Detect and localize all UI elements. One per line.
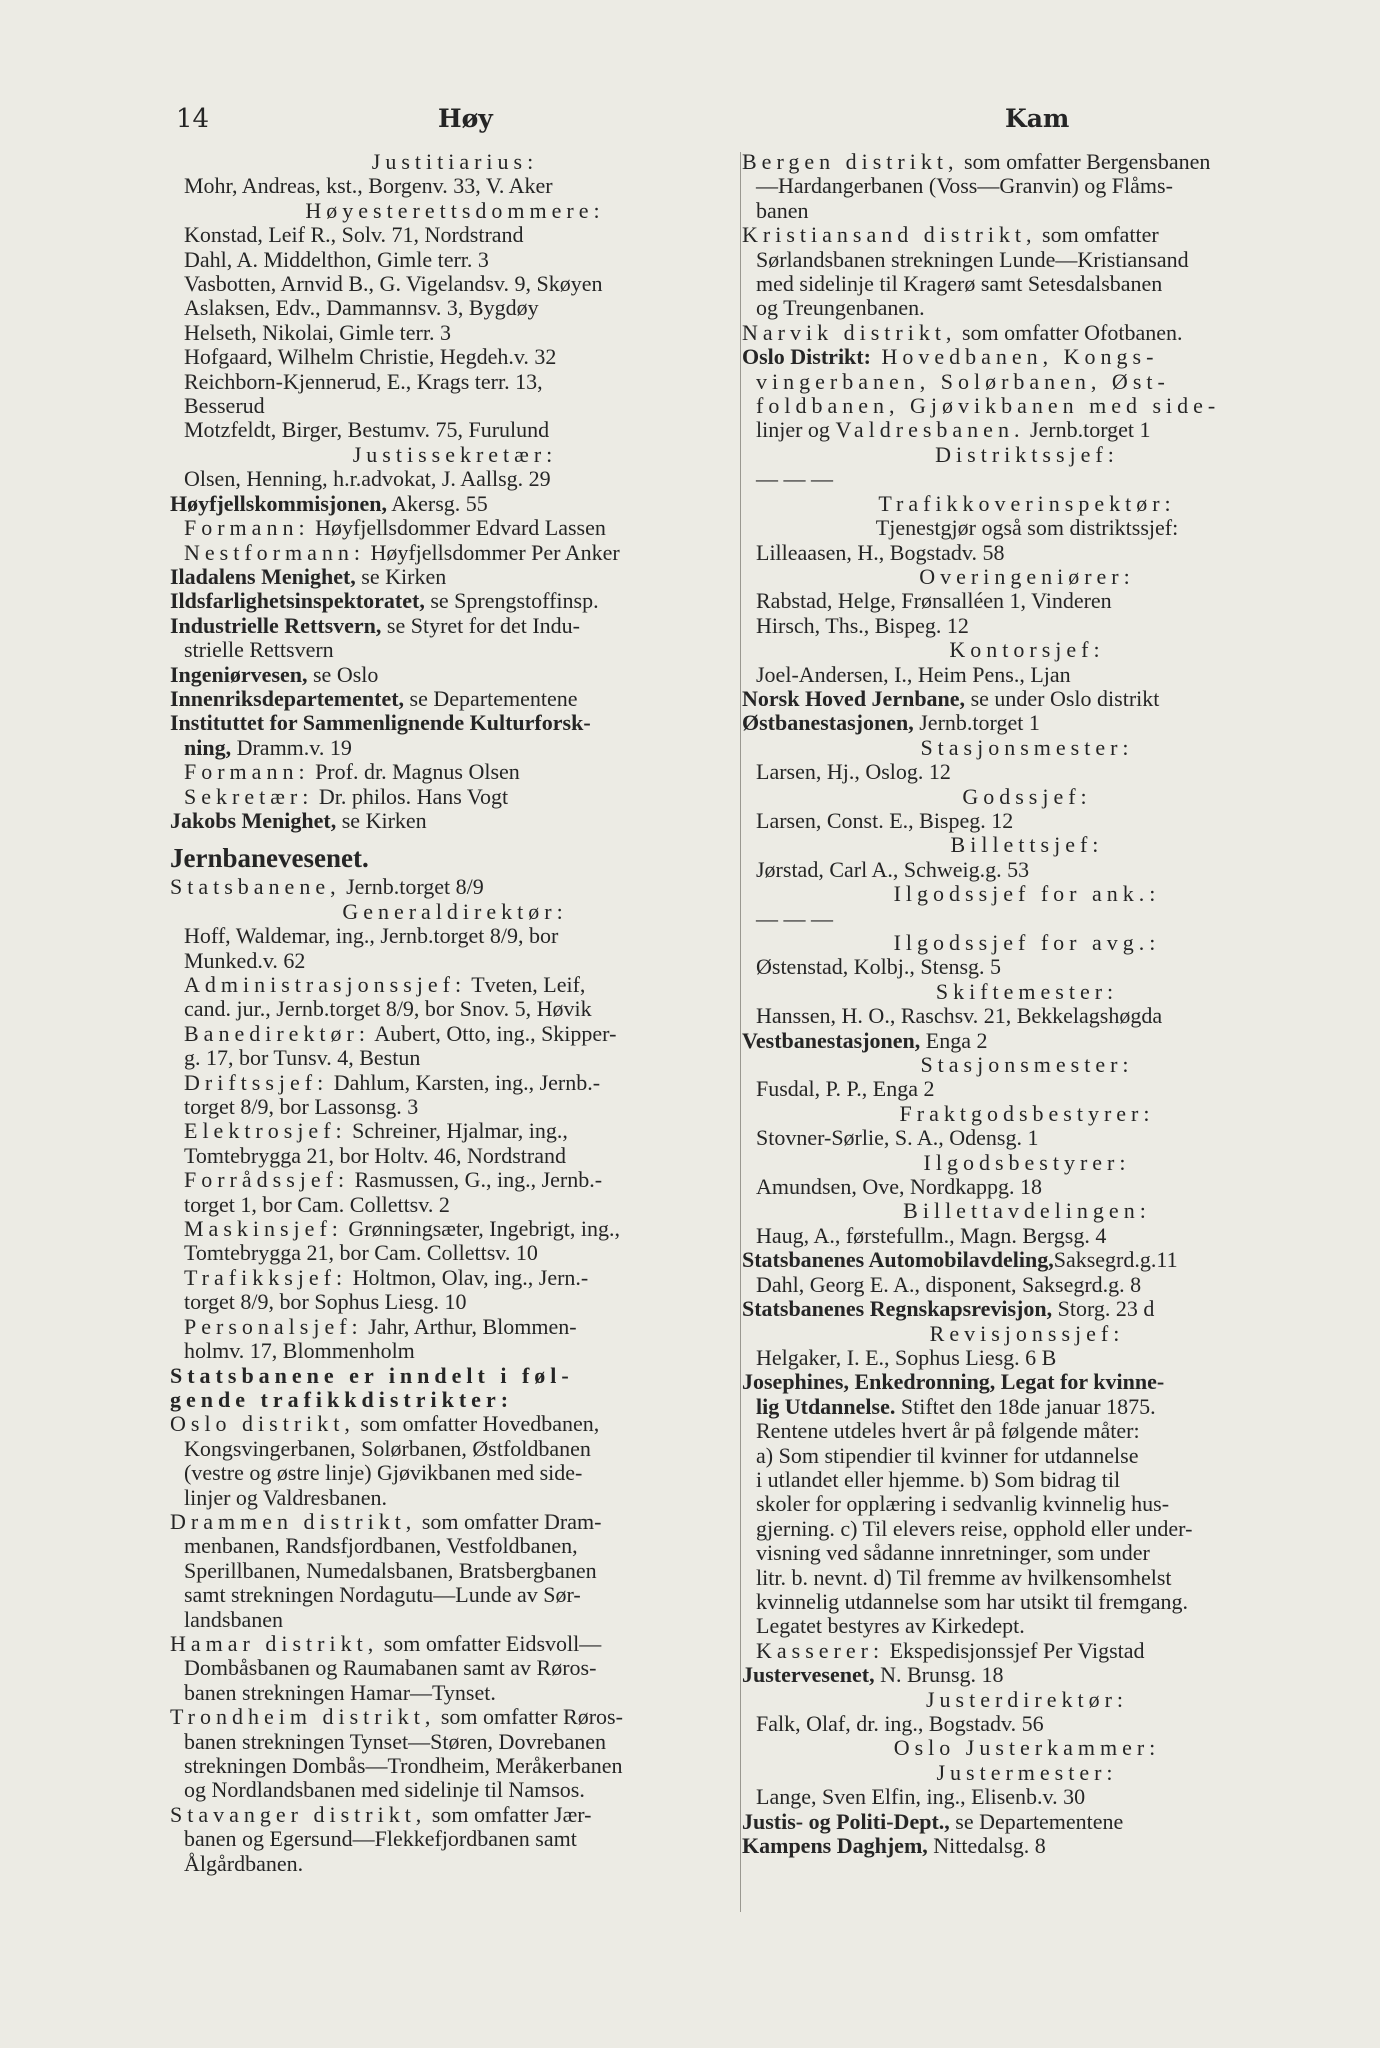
entry-line: vingerbanen, Solørbanen, Øst- (756, 369, 1170, 394)
entry-line: Olsen, Henning, h.r.advokat, J. Aallsg. 29 (184, 467, 551, 492)
entry-line: strekningen Dombås—Trondheim, Meråkerbanen (184, 1754, 623, 1778)
entry-line: torget 8/9, bor Sophus Liesg. 10 (184, 1290, 467, 1315)
entry-line: Haug, A., førstefullm., Magn. Bergsg. 4 (756, 1223, 1107, 1248)
entry-line: Maskinsjef: Grønningsæter, Ingebrigt, ing., (184, 1217, 621, 1242)
district-kristiansand: Kristiansand distrikt, som omfatter (742, 223, 1159, 248)
entry-line: Motzfeldt, Birger, Bestumv. 75, Furulund (184, 418, 550, 443)
entry-line: Ålgårdbanen. (184, 1851, 304, 1876)
right-column (742, 150, 1312, 1858)
entry-line: Besserud (184, 394, 265, 419)
entry-line: gjerning. c) Til elevers reise, opphold eller under- (756, 1516, 1193, 1541)
left-keyword: Høy (438, 104, 493, 133)
entry-line: kvinnelig utdannelse som har utsikt til fremgang. (756, 1589, 1188, 1614)
entry-line: a) Som stipendier til kvinner for utdannelse (756, 1443, 1139, 1468)
entry-regnskap: Statsbanenes Regnskapsrevisjon, Storg. 23 d (742, 1297, 1155, 1322)
entry-line: Fusdal, P. P., Enga 2 (756, 1077, 935, 1102)
section-heading: Ilgodssjef for avg.: (893, 931, 1161, 955)
entry-name: Høyfjellskommisjonen, (170, 491, 387, 516)
entry-line: Forrådssjef: Rasmussen, G., ing., Jernb.- (184, 1168, 603, 1193)
entry-ildsfar: Ildsfarlighetsinspektoratet, se Sprengstoffinsp. (170, 589, 599, 614)
section-heading: Stasjonsmester: (920, 735, 1134, 760)
district-trondheim: Trondheim distrikt, som omfatter Røros- (170, 1705, 623, 1730)
entry-line: Kasserer: Ekspedisjonssjef Per Vigstad (756, 1638, 1145, 1663)
section-heading: Revisjonssjef: (929, 1321, 1125, 1346)
entry-line: Lange, Sven Elfin, ing., Elisenb.v. 30 (756, 1785, 1086, 1810)
section-heading: Trafikkoverinspektør: (878, 491, 1176, 516)
entry-line: banen (756, 198, 809, 223)
section-heading: Billettavdelingen: (903, 1199, 1151, 1224)
entry-line: Trafikksjef: Holtmon, Olav, ing., Jern.- (184, 1265, 589, 1290)
entry-industrielle: Industrielle Rettsvern, se Styret for det Indu- (170, 613, 580, 638)
district-drammen: Drammen distrikt, som omfatter Dram- (170, 1509, 602, 1534)
district-bergen: Bergen distrikt, som omfatter Bergensbanen (742, 150, 1211, 174)
entry-hoyfjell: Høyfjellskommisjonen, Akersg. 55 (170, 491, 488, 516)
district-oslo-right: Oslo Distrikt: Hovedbanen, Kongs- (742, 345, 1159, 370)
entry-line: torget 8/9, bor Lassonsg. 3 (184, 1095, 419, 1120)
entry-line: Elektrosjef: Schreiner, Hjalmar, ing., (184, 1119, 568, 1144)
column-divider (740, 152, 741, 1912)
entry-line: Larsen, Hj., Oslog. 12 (756, 760, 951, 785)
entry-line: (vestre og østre linje) Gjøvikbanen med side- (184, 1461, 583, 1486)
section-heading: Oslo Justerkammer: (893, 1736, 1161, 1761)
entry-line: Falk, Olaf, dr. ing., Bogstadv. 56 (756, 1712, 1044, 1736)
entry-line: Helseth, Nikolai, Gimle terr. 3 (184, 320, 451, 345)
district-hamar: Hamar distrikt, som omfatter Eidsvoll— (170, 1631, 602, 1656)
section-heading: Ilgodssjef for ank.: (893, 882, 1161, 907)
entry-line: Stovner-Sørlie, S. A., Odensg. 1 (756, 1126, 1039, 1151)
entry-line: Munked.v. 62 (184, 948, 306, 973)
section-heading: Generaldirektør: (342, 899, 568, 924)
entry-josephines: Josephines, Enkedronning, Legat for kvinne- (742, 1370, 1165, 1395)
entry-line: torget 1, bor Cam. Collettsv. 2 (184, 1192, 450, 1217)
entry-line: Tomtebrygga 21, bor Holtv. 46, Nordstrand (184, 1143, 566, 1168)
entry-line: Hanssen, H. O., Raschsv. 21, Bekkelagshøgda (756, 1004, 1163, 1029)
entry-line: Mohr, Andreas, kst., Borgenv. 33, V. Aker (184, 174, 553, 199)
entry-line: Statsbanene er inndelt i føl- (170, 1363, 574, 1388)
entry-line: Jørstad, Carl A., Schweig.g. 53 (756, 857, 1030, 882)
entry-line: Aslaksen, Edv., Dammannsv. 3, Bygdøy (184, 296, 539, 321)
entry-jakobs: Jakobs Menighet, se Kirken (170, 808, 427, 833)
section-heading: Distriktssjef: (935, 442, 1119, 467)
section-title-jernbane: Jernbanevesenet. (170, 843, 369, 874)
entry-line: Personalsjef: Jahr, Arthur, Blommen- (184, 1314, 577, 1339)
entry-ingenior: Ingeniørvesen, se Oslo (170, 662, 379, 687)
page-header (0, 104, 1380, 134)
entry-line: banen strekningen Tynset—Støren, Dovrebanen (184, 1729, 607, 1754)
section-heading: Justitiarius: (371, 150, 539, 174)
entry-line: Formann: Prof. dr. Magnus Olsen (184, 760, 520, 785)
entry-line: Banedirektør: Aubert, Otto, ing., Skipper- (184, 1021, 617, 1046)
entry-line: Østenstad, Kolbj., Stensg. 5 (756, 955, 1002, 980)
entry-line: visning ved sådanne innretninger, som under (756, 1541, 1150, 1566)
entry-line: Rabstad, Helge, Frønsalléen 1, Vinderen (756, 589, 1112, 614)
entry-line: landsbanen (184, 1607, 283, 1632)
section-heading: Høyesterettsdommere: (305, 198, 605, 223)
entry-line: Kongsvingerbanen, Solørbanen, Østfoldbanen (184, 1436, 591, 1461)
entry-line: gende trafikkdistrikter: (170, 1387, 514, 1412)
entry-justervesenet: Justervesenet, N. Brunsg. 18 (742, 1663, 1004, 1688)
entry-line: Helgaker, I. E., Sophus Liesg. 6 B (756, 1345, 1057, 1370)
entry-line: lig Utdannelse. Stiftet den 18de januar 1875. (756, 1394, 1156, 1419)
entry-line: skoler for opplæring i sedvanlig kvinnelig hus- (756, 1492, 1170, 1517)
entry-line: g. 17, bor Tunsv. 4, Bestun (184, 1046, 421, 1071)
entry-line: og Treungenbanen. (756, 296, 925, 321)
section-heading: Justerdirektør: (925, 1687, 1129, 1712)
entry-line: Hofgaard, Wilhelm Christie, Hegdeh.v. 32 (184, 345, 557, 370)
right-keyword: Kam (1005, 104, 1070, 133)
entry-line: Sørlandsbanen strekningen Lunde—Kristiansand (756, 247, 1189, 272)
entry-iladalen: Iladalens Menighet, se Kirken (170, 564, 447, 589)
entry-line: Dahl, Georg E. A., disponent, Saksegrd.g. 8 (756, 1272, 1142, 1297)
entry-line: i utlandet eller hjemme. b) Som bidrag til (756, 1467, 1121, 1492)
entry-line: Administrasjonssjef: Tveten, Leif, (184, 973, 586, 997)
entry-line: Hirsch, Ths., Bispeg. 12 (756, 613, 969, 638)
entry-line: Hoff, Waldemar, ing., Jernb.torget 8/9, bor (184, 924, 559, 949)
entry-line: banen strekningen Hamar—Tynset. (184, 1680, 496, 1705)
district-narvik: Narvik distrikt, som omfatter Ofotbanen. (742, 320, 1183, 345)
entry-line: med sidelinje til Kragerø samt Setesdalsbanen (756, 272, 1163, 297)
entry-line: Larsen, Const. E., Bispeg. 12 (756, 808, 1014, 833)
entry-line: Reichborn-Kjennerud, E., Krags terr. 13, (184, 369, 543, 394)
entry-line: banen og Egersund—Flekkefjordbanen samt (184, 1827, 577, 1852)
section-heading: Godssjef: (962, 784, 1092, 809)
entry-norsk: Norsk Hoved Jernbane, se under Oslo distrikt (742, 686, 1160, 711)
dash-line: — — — (756, 906, 833, 931)
dash-line: — — — (756, 467, 833, 492)
entry-ostbane: Østbanestasjonen, Jernb.torget 1 (742, 711, 1040, 736)
entry-line: Tomtebrygga 21, bor Cam. Collettsv. 10 (184, 1241, 538, 1266)
entry-line: Rentene utdeles hvert år på følgende måter: (756, 1419, 1140, 1444)
section-heading: Justermester: (936, 1760, 1118, 1785)
entry-automobil: Statsbanenes Automobilavdeling,Saksegrd.g.11 (742, 1248, 1178, 1273)
section-heading: Fraktgodsbestyrer: (899, 1101, 1155, 1126)
entry-line: litr. b. nevnt. d) Til fremme av hvilkensomhelst (756, 1565, 1172, 1590)
entry-line: strielle Rettsvern (184, 638, 334, 663)
entry-line: Lilleaasen, H., Bogstadv. 58 (756, 540, 1005, 565)
entry-statsbanene: Statsbanene, Jernb.torget 8/9 (170, 875, 484, 900)
entry-line: Sekretær: Dr. philos. Hans Vogt (184, 784, 509, 809)
entry-justis: Justis- og Politi-Dept., se Departementene (742, 1809, 1124, 1834)
entry-line: foldbanen, Gjøvikbanen med side- (756, 394, 1221, 419)
section-heading: Skiftemester: (935, 979, 1119, 1004)
left-column (170, 150, 740, 1876)
district-stavanger: Stavanger distrikt, som omfatter Jær- (170, 1802, 592, 1827)
entry-line: ning, Dramm.v. 19 (184, 735, 352, 760)
page-number: 14 (176, 104, 210, 134)
section-heading: Stasjonsmester: (920, 1053, 1134, 1078)
section-heading: Kontorsjef: (949, 638, 1105, 663)
entry-line: cand. jur., Jernb.torget 8/9, bor Snov. 5, Høvik (184, 997, 592, 1022)
entry-line: Joel-Andersen, I., Heim Pens., Ljan (756, 662, 1071, 687)
entry-line: —Hardangerbanen (Voss—Granvin) og Flåms- (756, 174, 1173, 199)
district-oslo: Oslo distrikt, som omfatter Hovedbanen, (170, 1412, 600, 1437)
entry-line: Konstad, Leif R., Solv. 71, Nordstrand (184, 223, 524, 248)
section-heading: Justissekretær: (352, 442, 558, 467)
entry-innenriks: Innenriksdepartementet, se Departementene (170, 686, 578, 711)
section-heading: Ilgodsbestyrer: (923, 1150, 1131, 1175)
entry-instituttet: Instituttet for Sammenlignende Kulturforsk- (170, 711, 591, 736)
entry-line: Vasbotten, Arnvid B., G. Vigelandsv. 9, Skøyen (184, 272, 603, 297)
entry-line: Nestformann: Høyfjellsdommer Per Anker (184, 540, 620, 565)
entry-line: samt strekningen Nordagutu—Lunde av Sør- (184, 1583, 581, 1608)
entry-line: og Nordlandsbanen med sidelinje til Namsos. (184, 1778, 585, 1803)
section-heading: Overingeniører: (919, 564, 1135, 589)
entry-line: linjer og Valdresbanen. Jernb.torget 1 (756, 418, 1151, 443)
entry-line: menbanen, Randsfjordbanen, Vestfoldbanen, (184, 1534, 578, 1559)
entry-vestbane: Vestbanestasjonen, Enga 2 (742, 1028, 988, 1053)
entry-line: Amundsen, Ove, Nordkappg. 18 (756, 1175, 1042, 1200)
entry-line: linjer og Valdresbanen. (184, 1485, 388, 1510)
entry-line: Formann: Høyfjellsdommer Edvard Lassen (184, 516, 606, 541)
entry-line: Sperillbanen, Numedalsbanen, Bratsbergbanen (184, 1558, 597, 1583)
entry-kampens: Kampens Daghjem, Nittedalsg. 8 (742, 1834, 1046, 1859)
entry-line: Dombåsbanen og Raumabanen samt av Røros- (184, 1656, 597, 1681)
entry-line: Driftssjef: Dahlum, Karsten, ing., Jernb.- (184, 1070, 601, 1095)
entry-line: holmv. 17, Blommenholm (184, 1339, 415, 1364)
section-heading: Billettsjef: (950, 833, 1104, 858)
entry-line: Tjenestgjør også som distriktssjef: (875, 516, 1179, 541)
entry-line: Dahl, A. Middelthon, Gimle terr. 3 (184, 247, 489, 272)
entry-line: Legatet bestyres av Kirkedept. (756, 1614, 1025, 1639)
